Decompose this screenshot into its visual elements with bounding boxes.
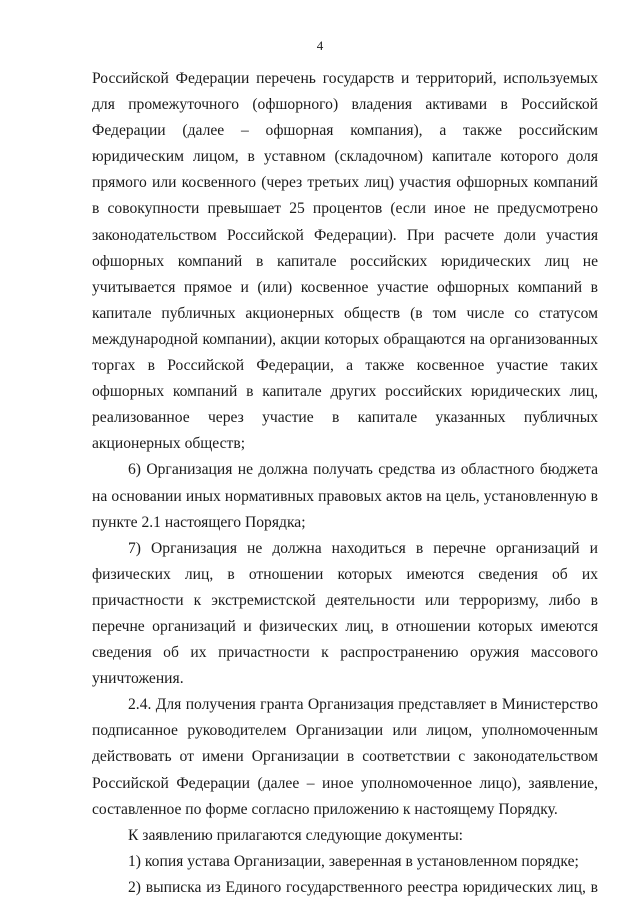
paragraph-2-4: 2.4. Для получения гранта Организация представляет в Министерство подписанное руководителем Организации или лицом, уполномоченным действовать от имени Организации в соответствии с законодательством Российской Федерации (далее – иное уполномоченное лицо), заявление, составленное по форме согласно приложению к настоящему Порядку. — [92, 696, 598, 818]
page-number: 4 — [316, 38, 324, 53]
paragraph-item-7: 7) Организация не должна находиться в перечне организаций и физических лиц, в отношении которых имеются сведения об их причастности к экстремистской деятельности или терроризму, либо в перечне организаций и физических лиц, в отношении которых имеются сведения об их причастности к распространению оружия массового уничтожения. — [92, 539, 598, 688]
paragraph-item-6: 6) Организация не должна получать средства из областного бюджета на основании иных нормативных правовых актов на цель, установленную в пункте 2.1 настоящего Порядка; — [92, 461, 598, 531]
document-body — [92, 66, 598, 901]
paragraph-documents-intro: К заявлению прилагаются следующие документы: — [128, 826, 464, 844]
paragraph-offshore-definition: Российской Федерации перечень государств и территорий, используемых для промежуточного (офшорного) владения активами в Российской Федерации (далее – офшорная компания), а также российским юридическим лицом, в уставном (складочном) капитале которого доля прямого или косвенного (через третьих лиц) участия офшорных компаний в совокупности превышает 25 процентов (если иное не предусмотрено законодательством Российской Федерации). При расчете доли участия офшорных компаний в капитале российских юридических лиц не учитывается прямое и (или) косвенное участие офшорных компаний в капитале публичных акционерных обществ (в том числе со статусом международной компании), акции которых обращаются на организованных торгах в Российской Федерации, а также косвенное участие таких офшорных компаний в капитале других российских юридических лиц, реализованное через участие в капитале указанных публичных акционерных обществ; — [92, 70, 598, 453]
paragraph-document-2: 2) выписка из Единого государственного реестра юридических лиц, в — [128, 878, 598, 896]
paragraph-document-1: 1) копия устава Организации, заверенная в установленном порядке; — [128, 852, 579, 870]
